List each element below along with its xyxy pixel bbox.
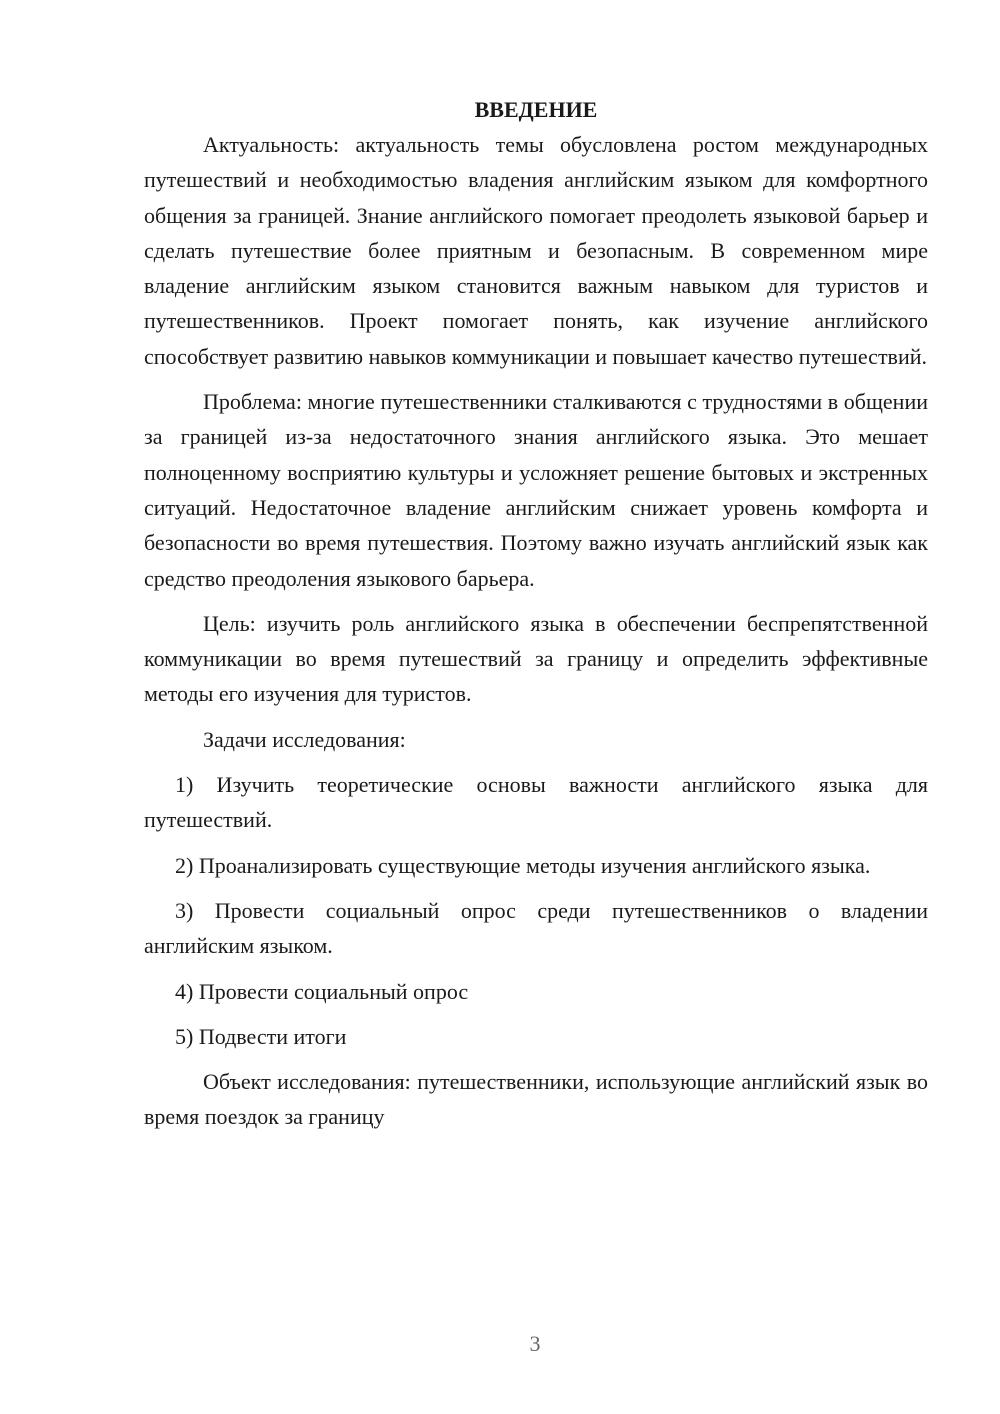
- section-title: ВВЕДЕНИЕ: [474, 97, 598, 122]
- task-item-3: 3) Провести социальный опрос среди путешественников о владении английским языком.: [144, 897, 928, 959]
- paragraph-problem: Проблема: многие путешественники сталкиваются с трудностями в общении за границей из-за недостаточного знания английского языка. Это мешает полноценному восприятию культуры и усложняет решение бытовых и экстренных ситуаций. Недостаточное владение английским снижает уровень комфорта и безопасности во время путешествия. Поэтому важно изучать английский язык как средство преодоления языкового барьера.: [144, 389, 928, 591]
- paragraph-object: Объект исследования: путешественники, использующие английский язык во время поездок за границу: [144, 1069, 928, 1130]
- document-page: [144, 92, 928, 1135]
- paragraph-goal: Цель: изучить роль английского языка в обеспечении беспрепятственной коммуникации во время путешествий за границу и определить эффективные методы его изучения для туристов.: [144, 610, 928, 707]
- page-number: 3: [529, 1331, 541, 1356]
- paragraph-relevance: Актуальность: актуальность темы обусловлена ростом международных путешествий и необходимостью владения английским языком для комфортного общения за границей. Знание английского помогает преодолеть языковой барьер и сделать путешествие более приятным и безопасным. В современном мире владение английским языком становится важным навыком для туристов и путешественников. Проект помогает понять, как изучение английского способствует развитию навыков коммуникации и повышает качество путешествий.: [144, 132, 928, 369]
- task-item-1: 1) Изучить теоретические основы важности английского языка для путешествий.: [144, 772, 928, 833]
- task-item-5: 5) Подвести итоги: [175, 1023, 347, 1049]
- task-item-4: 4) Провести социальный опрос: [175, 978, 469, 1004]
- task-item-2: 2) Проанализировать существующие методы изучения английского языка.: [175, 852, 871, 878]
- tasks-heading: Задачи исследования:: [203, 726, 406, 752]
